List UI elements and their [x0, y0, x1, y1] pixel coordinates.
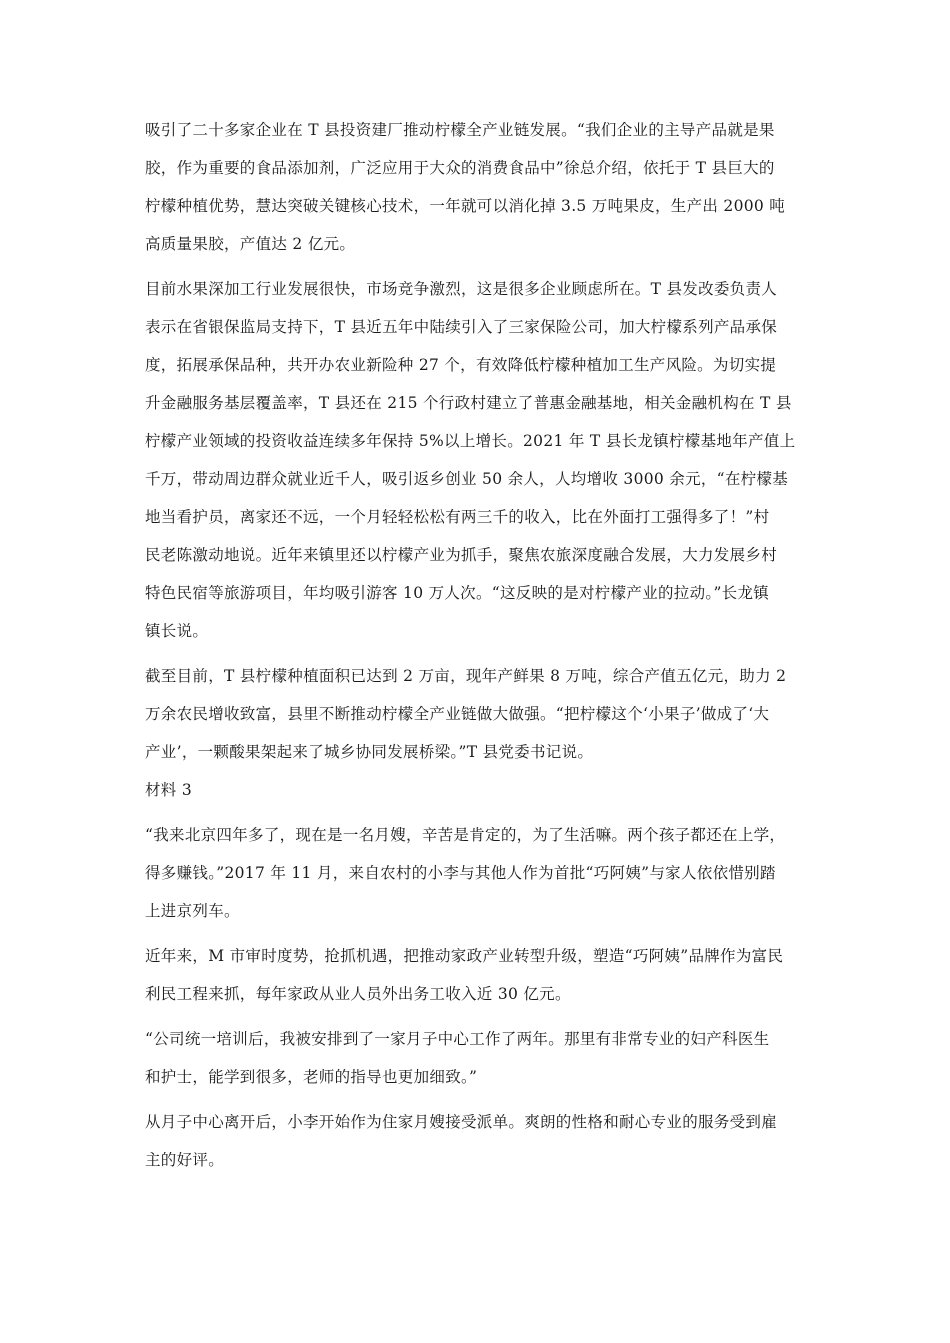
- text-line: 吸引了二十多家企业在 T 县投资建厂推动柠檬全产业链发展。“我们企业的主导产品就是果: [145, 121, 775, 139]
- text-line: 特色民宿等旅游项目，年均吸引游客 10 万人次。“这反映的是对柠檬产业的拉动。”长龙镇: [145, 584, 770, 602]
- text-line: 得多赚钱。”2017 年 11 月，来自农村的小李与其他人作为首批“巧阿姨”与家人依依惜别踏: [145, 864, 776, 882]
- text-line: 利民工程来抓，每年家政从业人员外出务工收入近 30 亿元。: [145, 985, 571, 1003]
- text-line: 镇长说。: [145, 622, 209, 640]
- text-line: 从月子中心离开后，小李开始作为住家月嫂接受派单。爽朗的性格和耐心专业的服务受到雇: [145, 1113, 778, 1131]
- text-line: 和护士，能学到很多，老师的指导也更加细致。”: [145, 1068, 478, 1086]
- text-line: 万余农民增收致富，县里不断推动柠檬全产业链做大做强。“把柠檬这个‘小果子’做成了‘大: [145, 705, 770, 723]
- text-line: 民老陈激动地说。近年来镇里还以柠檬产业为抓手，聚焦农旅深度融合发展，大力发展乡村: [145, 546, 778, 564]
- text-line: 升金融服务基层覆盖率，T 县还在 215 个行政村建立了普惠金融基地，相关金融机构在 T 县: [145, 394, 792, 412]
- text-line: 地当看护员，离家还不远，一个月轻轻松松有两三千的收入，比在外面打工强得多了！”村: [145, 508, 770, 526]
- text-line: “公司统一培训后，我被安排到了一家月子中心工作了两年。那里有非常专业的妇产科医生: [145, 1030, 770, 1048]
- text-line: 千万，带动周边群众就业近千人，吸引返乡创业 50 余人，人均增收 3000 余元，“在柠檬基: [145, 470, 789, 488]
- section-heading: 材料 3: [145, 781, 192, 799]
- text-line: 截至目前，T 县柠檬种植面积已达到 2 万亩，现年产鲜果 8 万吨，综合产值五亿元，助力 2: [145, 667, 787, 685]
- text-line: 主的好评。: [145, 1151, 225, 1169]
- text-line: 柠檬种植优势，慧达突破关键核心技术，一年就可以消化掉 3.5 万吨果皮，生产出 2000 吨: [145, 197, 786, 215]
- text-line: 表示在省银保监局支持下，T 县近五年中陆续引入了三家保险公司，加大柠檬系列产品承保: [145, 318, 778, 336]
- text-line: 上进京列车。: [145, 902, 240, 920]
- text-line: 高质量果胶，产值达 2 亿元。: [145, 235, 356, 253]
- text-line: 柠檬产业领域的投资收益连续多年保持 5%以上增长。2021 年 T 县长龙镇柠檬基地年产值上: [145, 432, 796, 450]
- text-line: 胶，作为重要的食品添加剂，广泛应用于大众的消费食品中”徐总介绍，依托于 T 县巨大的: [145, 159, 775, 177]
- text-line: 近年来，M 市审时度势，抢抓机遇，把推动家政产业转型升级，塑造“巧阿姨”品牌作为富民: [145, 947, 784, 965]
- text-line: 度，拓展承保品种，共开办农业新险种 27 个，有效降低柠檬种植加工生产风险。为切实提: [145, 356, 777, 374]
- text-line: 产业’，一颗酸果架起来了城乡协同发展桥梁。”T 县党委书记说。: [145, 743, 594, 761]
- text-line: 目前水果深加工行业发展很快，市场竞争激烈，这是很多企业顾虑所在。T 县发改委负责人: [145, 280, 778, 298]
- text-line: “我来北京四年多了，现在是一名月嫂，辛苦是肯定的，为了生活嘛。两个孩子都还在上学，: [145, 826, 786, 844]
